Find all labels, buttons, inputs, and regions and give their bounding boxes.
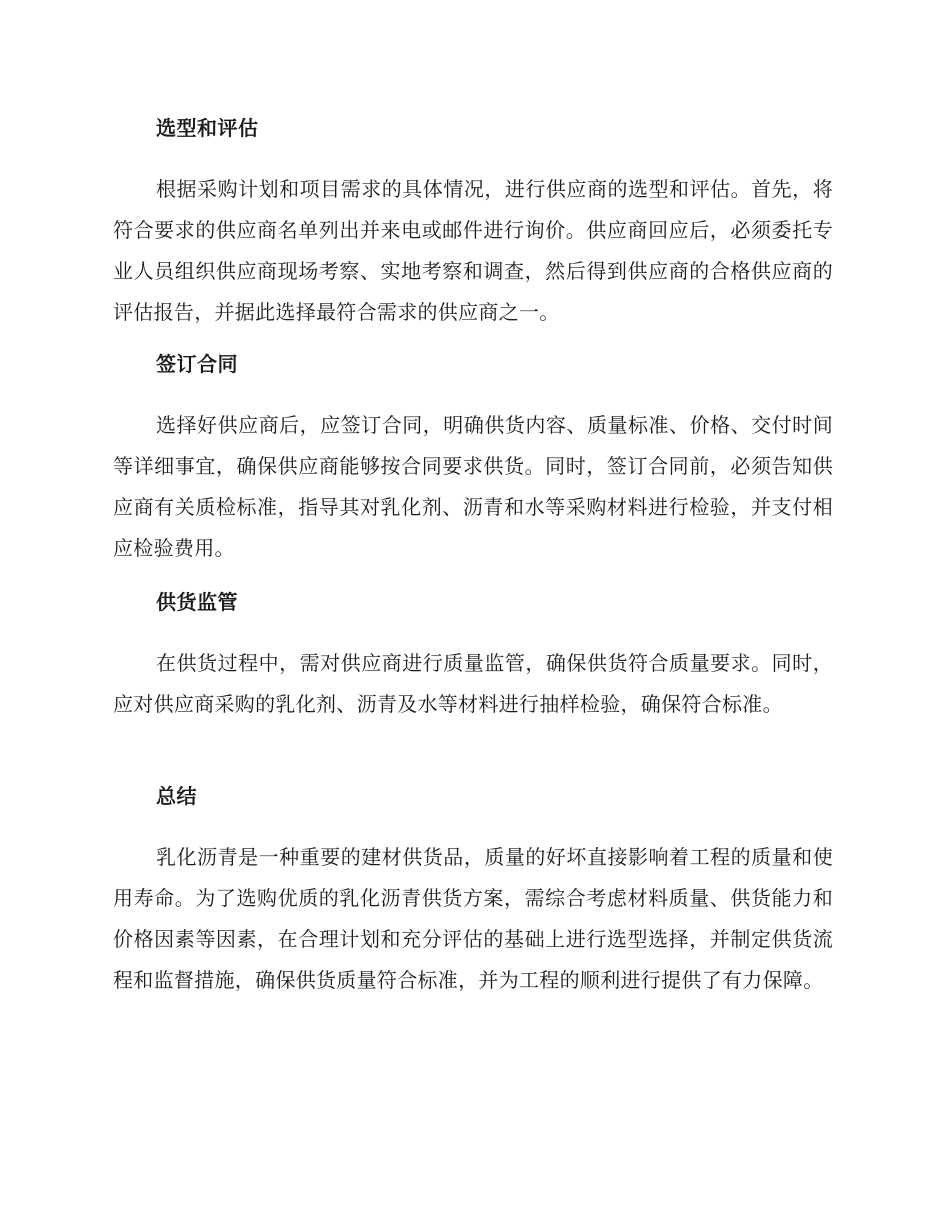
section-heading: 选型和评估 (156, 116, 259, 140)
section-paragraph: 根据采购计划和项目需求的具体情况，进行供应商的选型和评估。首先，将符合要求的供应商名单列出并来电或邮件进行询价。供应商回应后，必须委托专业人员组织供应商现场考察、实地考察和调查，然后得到供应商的合格供应商的评估报告，并据此选择最符合需求的供应商之一。 (113, 177, 833, 324)
section-heading: 供货监管 (156, 590, 238, 614)
section-sign-contract (113, 350, 833, 569)
section-summary (113, 782, 833, 1001)
section-selection-evaluation (113, 114, 833, 333)
section-paragraph: 乳化沥青是一种重要的建材供货品，质量的好坏直接影响着工程的质量和使用寿命。为了选购优质的乳化沥青供货方案，需综合考虑材料质量、供货能力和价格因素等因素，在合理计划和充分评估的基础上进行选型选择，并制定供货流程和监督措施，确保供货质量符合标准，并为工程的顺利进行提供了有力保障。 (113, 845, 833, 992)
section-heading: 总结 (156, 784, 197, 808)
section-supply-supervision (113, 588, 833, 725)
section-paragraph: 在供货过程中，需对供应商进行质量监管，确保供货符合质量要求。同时，应对供应商采购的乳化剂、沥青及水等材料进行抽样检验，确保符合标准。 (113, 651, 833, 716)
section-paragraph: 选择好供应商后，应签订合同，明确供货内容、质量标准、价格、交付时间等详细事宜，确保供应商能够按合同要求供货。同时，签订合同前，必须告知供应商有关质检标准，指导其对乳化剂、沥青和水等采购材料进行检验，并支付相应检验费用。 (113, 413, 833, 560)
section-heading: 签订合同 (156, 352, 238, 376)
